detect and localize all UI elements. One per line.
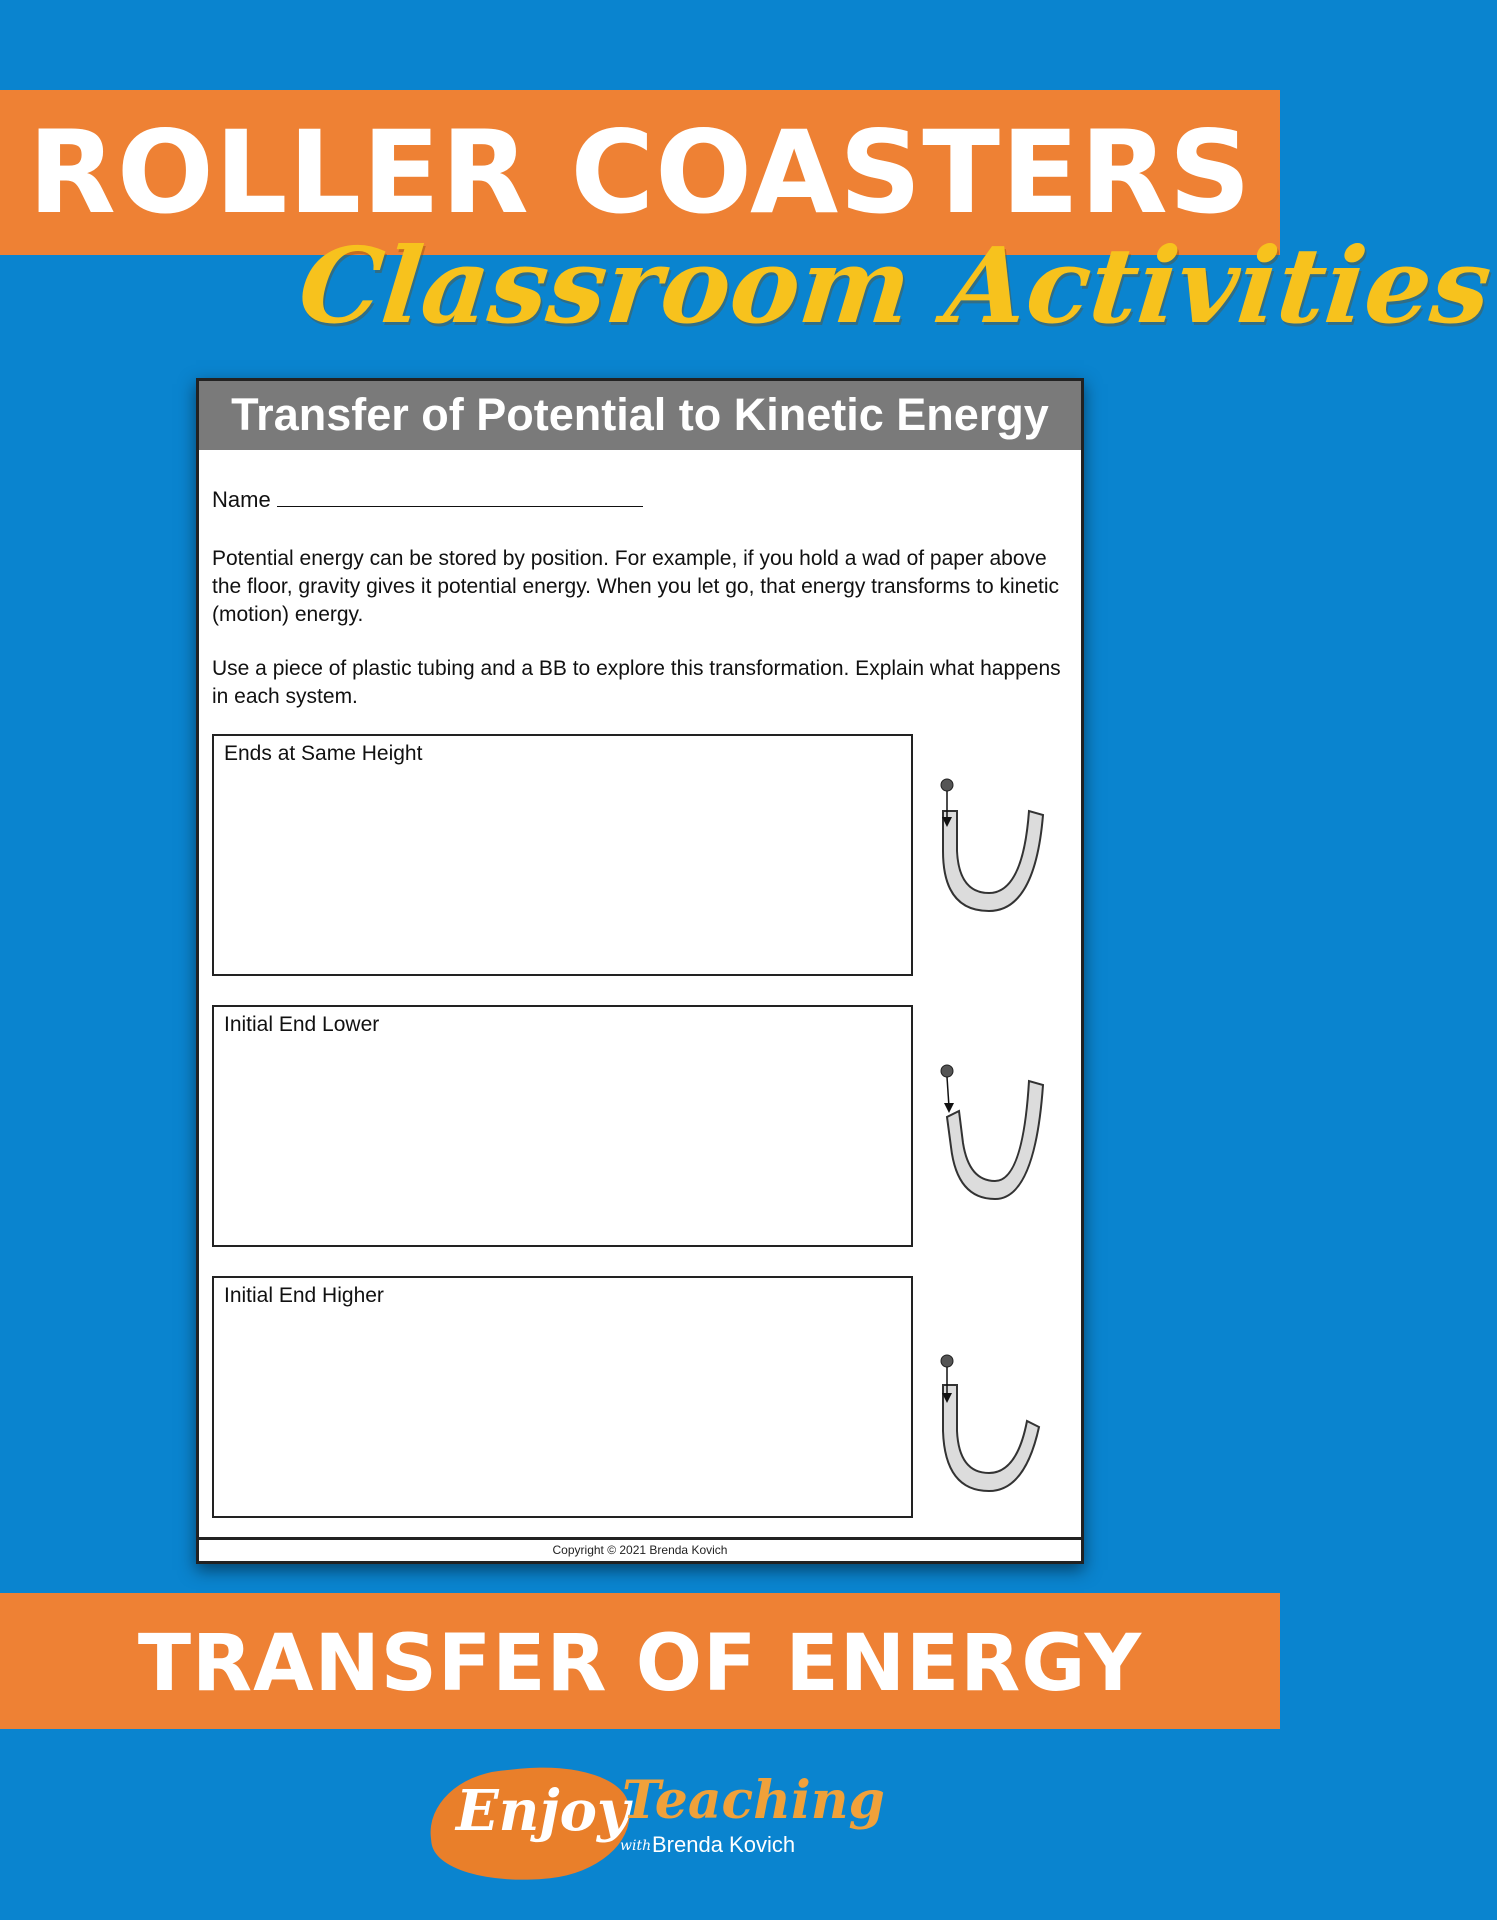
copyright-text: Copyright © 2021 Brenda Kovich [552,1543,728,1557]
answer-box-initial-higher [212,1276,913,1518]
script-subtitle: Classroom Activities [293,224,1497,347]
intro-paragraph: Potential energy can be stored by position. For example, if you hold a wad of paper above the floor, gravity gives it potential energy. When you let go, that energy transforms to kinetic (motion) energy. [212,547,1060,626]
box-label: Initial End Higher [224,1284,384,1307]
footer-divider [199,1537,1081,1540]
instructions-paragraph: Use a piece of plastic tubing and a BB to explore this transformation. Explain what happens in each system. [212,657,1061,708]
u-tube-initial-lower-icon [929,1059,1059,1209]
worksheet-header [199,381,1081,450]
u-tube-initial-higher-icon [929,1351,1059,1501]
logo-author: Brenda Kovich [652,1832,796,1857]
bottom-title: TRANSFER OF ENERGY [137,1619,1143,1709]
name-field [212,487,643,513]
name-label: Name [212,487,271,512]
logo-with: with [620,1838,652,1854]
logo-word-enjoy: Enjoy [456,1778,630,1844]
answer-box-same-height [212,734,913,976]
logo-word-teaching: Teaching [622,1770,885,1831]
name-blank-line [277,489,643,507]
u-tube-same-height-icon [929,771,1059,921]
bottom-banner [0,1593,1280,1729]
box-label: Initial End Lower [224,1013,380,1036]
answer-box-initial-lower [212,1005,913,1247]
worksheet-title: Transfer of Potential to Kinetic Energy [231,389,1049,440]
worksheet [196,378,1084,1564]
main-title: ROLLER COASTERS [28,106,1252,239]
box-label: Ends at Same Height [224,742,423,765]
enjoy-teaching-logo [430,1762,885,1888]
